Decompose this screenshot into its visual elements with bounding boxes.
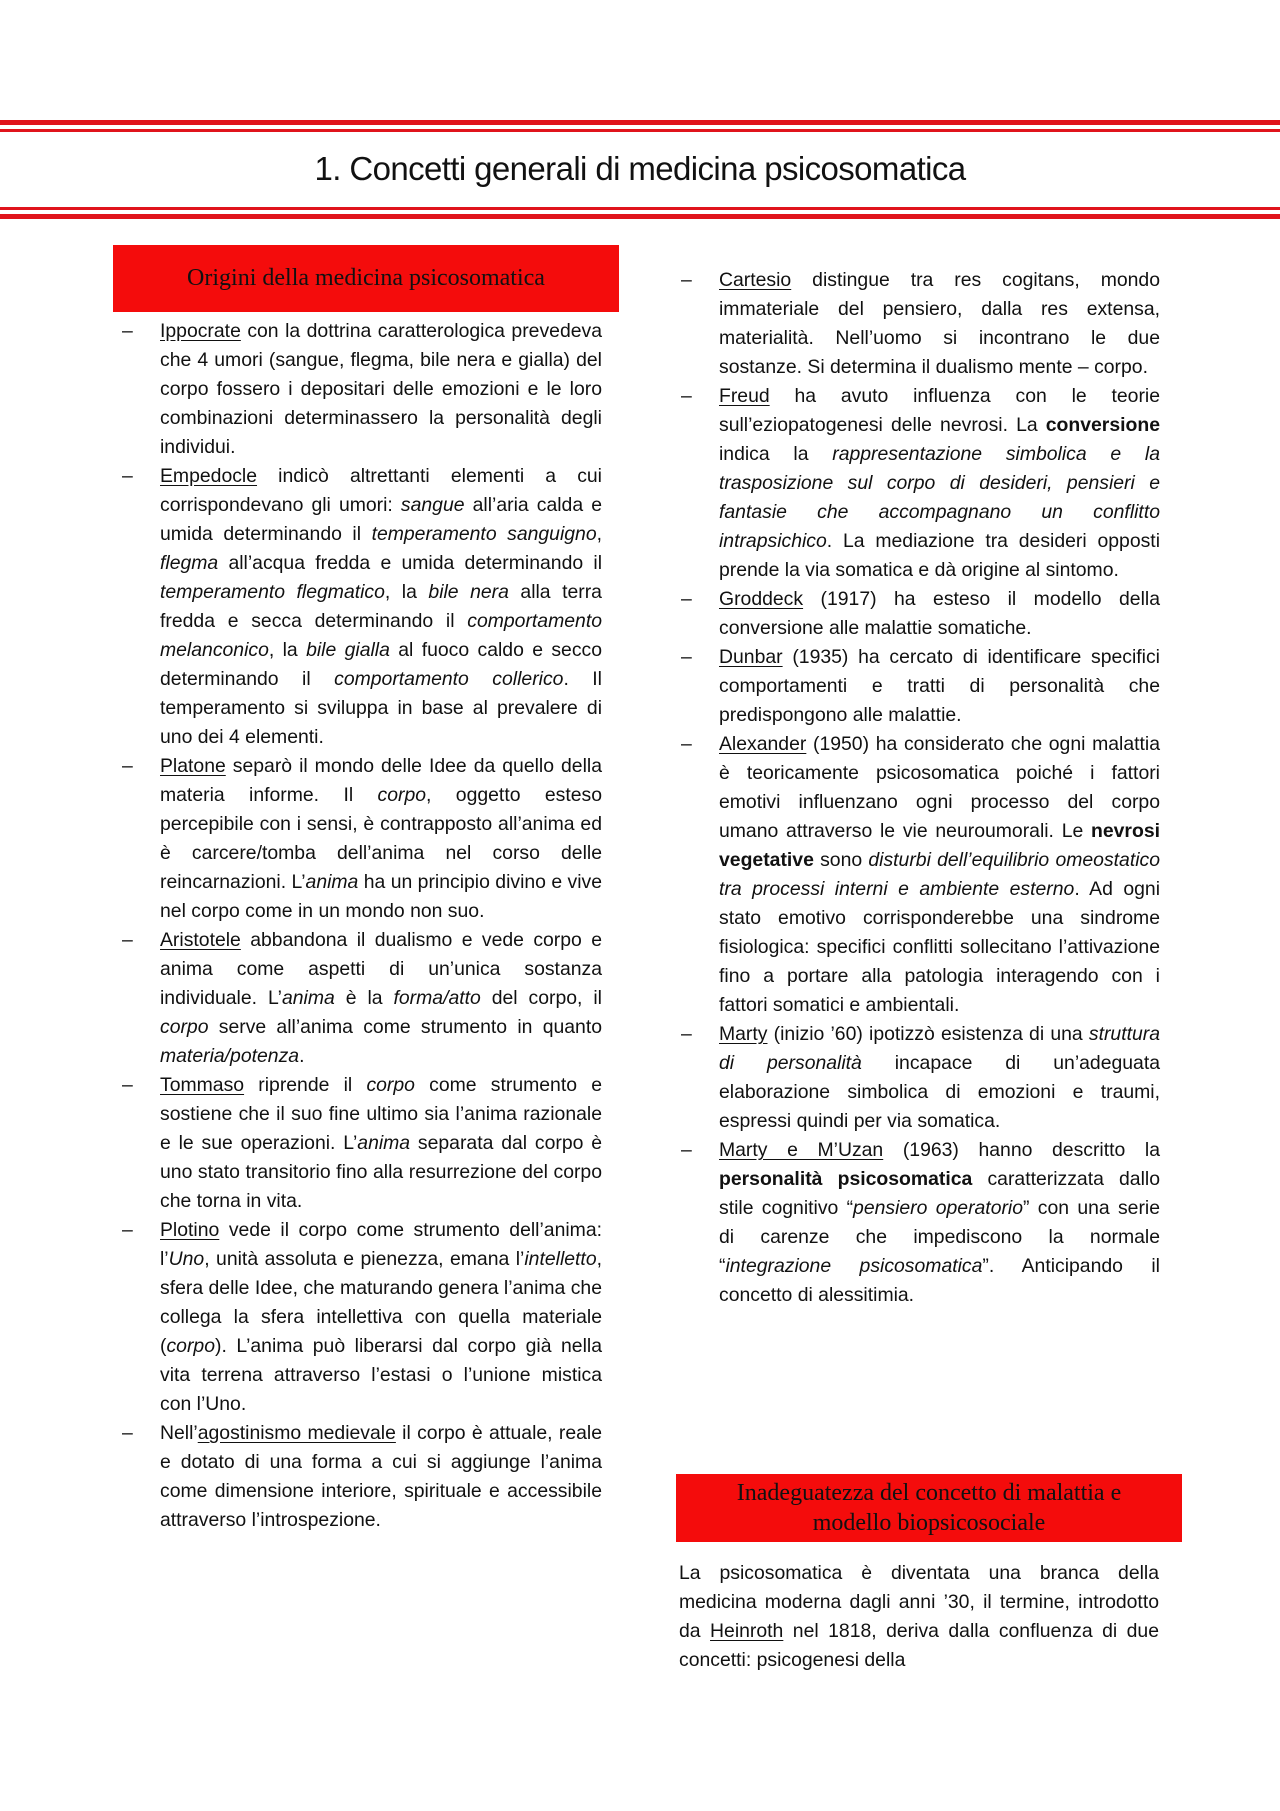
italic-span: bile nera: [428, 581, 509, 603]
philosopher-name: Empedocle: [160, 465, 258, 487]
philosopher-name: Groddeck: [719, 588, 804, 610]
text-span: ). L’anima può liberarsi dal corpo già nella vita terrena attraverso l’estasi o l’unione mistica con l’Uno.: [160, 1335, 602, 1415]
italic-span: anima: [281, 987, 335, 1009]
list-item: [113, 1071, 602, 1216]
italic-span: Uno: [168, 1248, 205, 1270]
italic-span: anima: [357, 1132, 411, 1154]
italic-span: sangue: [400, 494, 465, 516]
text-span: con la dottrina caratterologica prevedeva che 4 umori (sangue, flegma, bile nera e gialla) del corpo fossero i depositari delle emozioni e le loro combinazioni determinassero la personalità degli individui.: [160, 320, 602, 458]
list-item: [113, 1216, 602, 1419]
bottom-rule-thin: [0, 207, 1280, 210]
list-item: [672, 266, 1160, 382]
text-span: del corpo, il: [480, 987, 602, 1009]
text-span: come strumento e sostiene che il suo fine ultimo sia l’anima razionale e le sue operazioni. L’: [160, 1074, 602, 1154]
italic-span: disturbi dell’equilibrio omeostatico tra processi interni e ambiente esterno: [719, 849, 1160, 900]
text-span: (1917) ha esteso il modello della conversione alle malattie somatiche.: [719, 588, 1160, 639]
list-item: [113, 462, 602, 752]
text-span: il corpo è attuale, reale e dotato di una forma a cui si aggiunge l’anima come dimensione interiore, spirituale e accessibile attraverso l’introspezione.: [160, 1422, 602, 1531]
italic-span: intelletto: [524, 1248, 597, 1270]
list-item: [113, 1419, 602, 1535]
text-span: (1950) ha considerato che ogni malattia è teoricamente psicosomatica poiché i fattori emotivi influenzano ogni processo del corpo umano attraverso le vie neuroumorali. Le: [719, 733, 1160, 842]
text-span: sono: [813, 849, 869, 871]
text-span: .: [299, 1045, 305, 1067]
text-span: incapace di un’adeguata elaborazione simbolica di emozioni e traumi, espressi quindi per via somatica.: [719, 1052, 1160, 1132]
section-heading-origini: [113, 245, 619, 312]
list-item: [113, 926, 602, 1071]
section-heading-inadeguatezza: [676, 1474, 1182, 1542]
text-span: , la: [384, 581, 429, 603]
bottom-rule-thick: [0, 214, 1280, 219]
italic-span: materia/potenza: [160, 1045, 300, 1067]
italic-span: corpo: [366, 1074, 415, 1096]
list-item: [672, 585, 1160, 643]
text-span: separata dal corpo è uno stato transitorio fino alla resurrezione del corpo che torna in vita.: [160, 1132, 602, 1212]
philosopher-name: agostinismo medievale: [197, 1422, 396, 1444]
philosopher-name: Alexander: [719, 733, 807, 755]
philosopher-name: Tommaso: [160, 1074, 245, 1096]
italic-span: flegma: [160, 552, 219, 574]
underlined-name: Heinroth: [710, 1620, 784, 1642]
text-span: La psicosomatica è diventata una branca della medicina moderna dagli anni ’30, il termine, introdotto da: [679, 1562, 1159, 1642]
top-rule-thin: [0, 129, 1280, 132]
italic-span: pensiero operatorio: [853, 1197, 1024, 1219]
philosopher-name: Platone: [160, 755, 226, 777]
biopsychosocial-paragraph: [679, 1559, 1159, 1675]
text-span: indica la: [719, 443, 833, 465]
item-prefix: Nell’: [160, 1422, 198, 1444]
philosopher-name: Plotino: [160, 1219, 220, 1241]
text-span: all’aria calda e umida determinando il: [160, 494, 602, 545]
text-span: ,: [596, 523, 603, 545]
text-span: (1963) hanno descritto la: [883, 1139, 1161, 1161]
list-item: [672, 730, 1160, 1020]
bold-span: nevrosi vegetative: [719, 820, 1160, 871]
text-span: riprende il: [244, 1074, 367, 1096]
list-item: [672, 643, 1160, 730]
text-span: . Ad ogni stato emotivo corrisponderebbe una sindrome fisiologica: specifici conflitti sollecitano l’attivazione fino a portare alla patologia interagendo con i fattori somatici e ambientali.: [719, 878, 1160, 1016]
text-span: al fuoco caldo e secco determinando il: [160, 639, 602, 690]
page-title: 1. Concetti generali di medicina psicosomatica: [314, 150, 966, 187]
list-item: [672, 1020, 1160, 1136]
text-span: ha un principio divino e vive nel corpo come in un mondo non suo.: [160, 871, 603, 922]
text-span: ha avuto influenza con le teorie sull’eziopatogenesi delle nevrosi. La: [719, 385, 1160, 436]
list-item: [672, 382, 1160, 585]
bold-span: personalità psicosomatica: [719, 1168, 973, 1190]
philosopher-name: Freud: [719, 385, 770, 407]
text-span: (inizio ’60) ipotizzò esistenza di una: [767, 1023, 1089, 1045]
bold-span: conversione: [1045, 414, 1160, 436]
text-span: , unità assoluta e pienezza, emana l’: [204, 1248, 525, 1270]
italic-span: comportamento collerico: [334, 668, 564, 690]
text-span: indicò altrettanti elementi a cui corrispondevano gli umori:: [160, 465, 602, 516]
philosopher-name: Ippocrate: [160, 320, 241, 342]
origins-list: [113, 317, 602, 1535]
text-span: separò il mondo delle Idee da quello della materia informe. Il: [160, 755, 602, 806]
italic-span: corpo: [377, 784, 427, 806]
origins-list-continued: [672, 266, 1160, 1310]
text-span: abbandona il dualismo e vede corpo e anima come aspetti di un’unica sostanza individuale. L’: [160, 929, 602, 1009]
text-span: caratterizzata dallo stile cognitivo “: [719, 1168, 1160, 1219]
text-span: ”. Anticipando il concetto di alessitimia.: [719, 1255, 1160, 1306]
section-heading-origini-text: Origini della medicina psicosomatica: [187, 265, 545, 291]
italic-span: rappresentazione simbolica e la trasposizione sul corpo di desideri, pensieri e fantasie che accompagnano un conflitto intrapsichico: [719, 443, 1161, 552]
text-span: distingue tra res cogitans, mondo immateriale del pensiero, dalla res extensa, materialità. Nell’uomo si incontrano le due sostanze. Si determina il dualismo mente – corpo.: [719, 269, 1160, 378]
text-span: . Il temperamento si sviluppa in base al prevalere di uno dei 4 elementi.: [160, 668, 602, 748]
text-span: , oggetto esteso percepibile con i sensi, è contrapposto all’anima ed è carcere/tomba dell’anima nel corso delle reincarnazioni. L’: [160, 784, 602, 893]
section-heading-line1: Inadeguatezza del concetto di malattia e: [736, 1480, 1122, 1506]
italic-span: anima: [305, 871, 359, 893]
philosopher-name: Marty e M’Uzan: [719, 1139, 884, 1161]
list-item: [672, 1136, 1160, 1310]
italic-span: integrazione psicosomatica: [725, 1255, 983, 1277]
section-heading-line2: modello biopsicosociale: [812, 1510, 1046, 1536]
text-span: . La mediazione tra desideri opposti prende la via somatica e dà origine al sintomo.: [719, 530, 1160, 581]
italic-span: forma/atto: [393, 987, 481, 1009]
text-span: nel 1818, deriva dalla confluenza di due concetti: psicogenesi della: [679, 1620, 1159, 1671]
top-rule-thick: [0, 120, 1280, 125]
philosopher-name: Dunbar: [719, 646, 783, 668]
italic-span: struttura di personalità: [719, 1023, 1160, 1074]
text-span: ” con una serie di carenze che impediscono la normale “: [719, 1197, 1160, 1277]
list-item: [113, 752, 602, 926]
text-span: alla terra fredda e secca determinando il: [160, 581, 602, 632]
italic-span: temperamento flegmatico: [160, 581, 385, 603]
italic-span: temperamento sanguigno: [371, 523, 597, 545]
philosopher-name: Cartesio: [719, 269, 792, 291]
philosopher-name: Aristotele: [160, 929, 241, 951]
italic-span: corpo: [160, 1016, 209, 1038]
text-span: , la: [268, 639, 307, 661]
philosopher-name: Marty: [719, 1023, 768, 1045]
italic-span: corpo: [166, 1335, 215, 1357]
list-item: [113, 317, 602, 462]
text-span: serve all’anima come strumento in quanto: [208, 1016, 602, 1038]
italic-span: bile gialla: [306, 639, 390, 661]
text-span: (1935) ha cercato di identificare specifici comportamenti e tratti di personalità che predispongono alle malattie.: [719, 646, 1160, 726]
text-span: , sfera delle Idee, che maturando genera l’anima che collega la sfera intellettiva con quella materiale (: [160, 1248, 602, 1357]
italic-span: comportamento melanconico: [160, 610, 602, 661]
text-span: è la: [334, 987, 394, 1009]
text-span: vede il corpo come strumento dell’anima: l’: [160, 1219, 602, 1270]
text-span: all’acqua fredda e umida determinando il: [218, 552, 602, 574]
